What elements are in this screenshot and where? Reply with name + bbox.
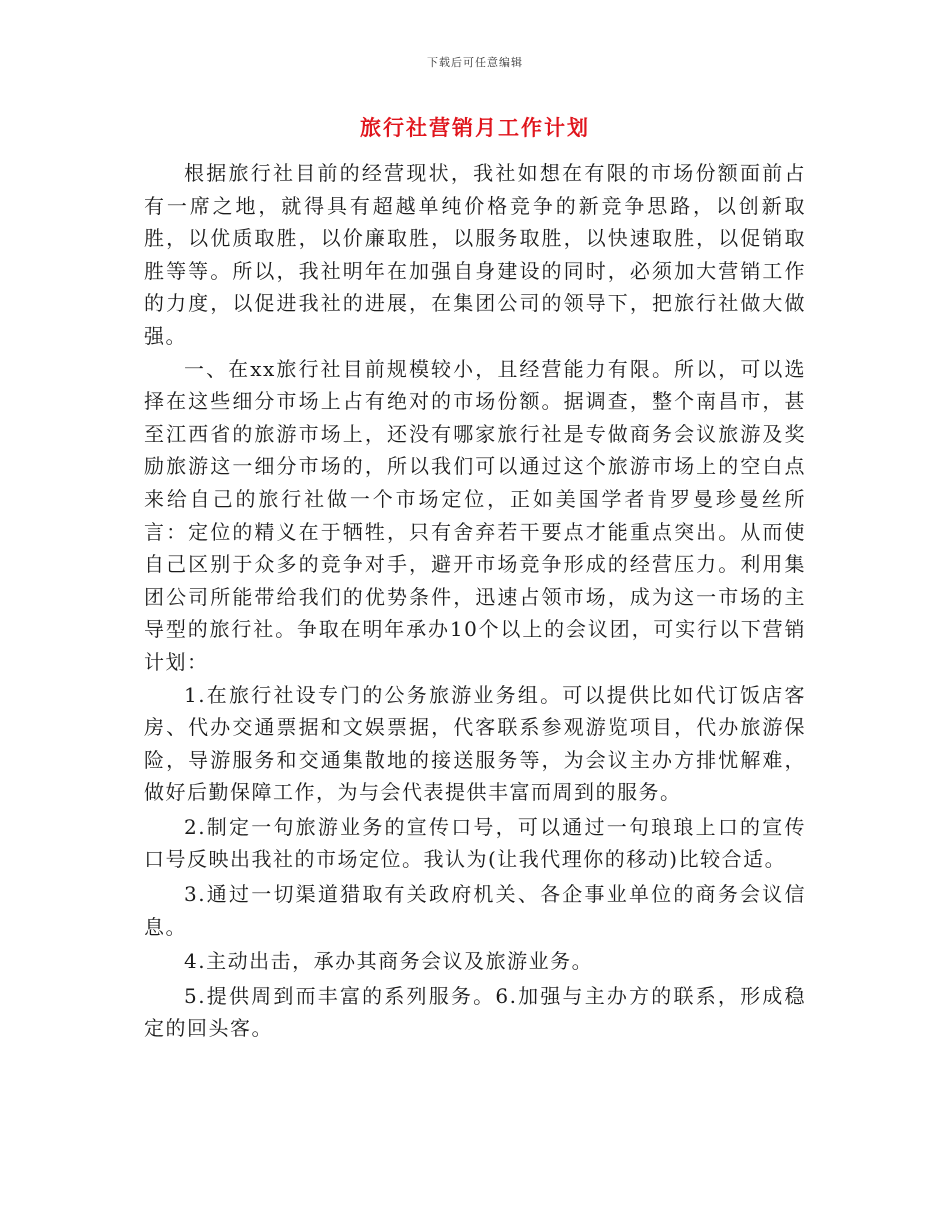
header-note: 下载后可任意编辑 (427, 56, 523, 69)
paragraph-section-one: 一、在xx旅行社目前规模较小，且经营能力有限。所以，可以选择在这些细分市场上占有绝对的市场份额。据调查，整个南昌市，甚至江西省的旅游市场上，还没有哪家旅行社是专做商务会议旅游及奖励旅游这一细分市场的，所以我们可以通过这个旅游市场上的空白点来给自己的旅行社做一个市场定位，正如美国学者肯罗曼珍曼丝所言：定位的精义在于牺牲，只有舍弃若干要点才能重点突出。从而使自己区别于众多的竞争对手，避开市场竞争形成的经营压力。利用集团公司所能带给我们的优势条件，迅速占领市场，成为这一市场的主导型的旅行社。争取在明年承办10个以上的会议团，可实行以下营销计划： (144, 356, 806, 674)
paragraph-item-1: 1.在旅行社设专门的公务旅游业务组。可以提供比如代订饭店客房、代办交通票据和文娱票据，代客联系参观游览项目，代办旅游保险，导游服务和交通集散地的接送服务等，为会议主办方排忧解难，做好后勤保障工作，为与会代表提供丰富而周到的服务。 (144, 682, 806, 805)
paragraph-item-3: 3.通过一切渠道猎取有关政府机关、各企事业单位的商务会议信息。 (144, 882, 806, 939)
paragraph-item-5-6: 5.提供周到而丰富的系列服务。6.加强与主办方的联系，形成稳定的回头客。 (144, 983, 806, 1041)
paragraph-intro: 根据旅行社目前的经营现状，我社如想在有限的市场份额面前占有一席之地，就得具有超越单纯价格竞争的新竞争思路，以创新取胜，以优质取胜，以价廉取胜，以服务取胜，以快速取胜，以促销取胜等等。所以，我社明年在加强自身建设的同时，必须加大营销工作的力度，以促进我社的进展，在集团公司的领导下，把旅行社做大做强。 (144, 161, 806, 348)
document-body (144, 157, 806, 1045)
paragraph-item-2: 2.制定一句旅游业务的宣传口号，可以通过一句琅琅上口的宣传口号反映出我社的市场定位。我认为(让我代理你的移动)比较合适。 (144, 814, 806, 872)
paragraph-item-4: 4.主动出击，承办其商务会议及旅游业务。 (184, 949, 594, 974)
document-title: 旅行社营销月工作计划 (360, 115, 590, 140)
